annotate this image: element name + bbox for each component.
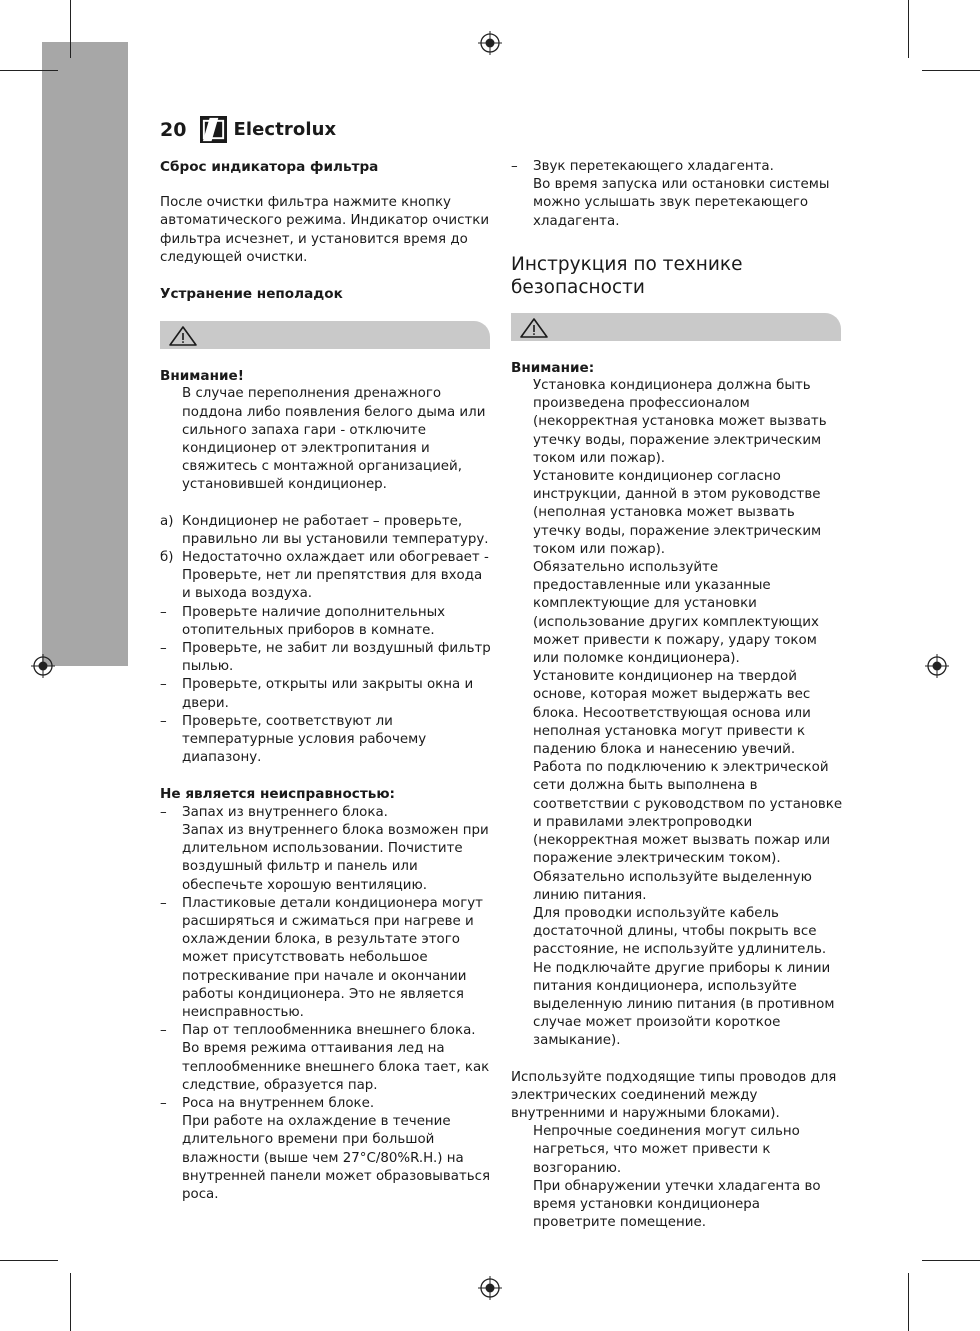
warning-banner [160,321,490,349]
list-item [160,713,493,768]
safety-section-title: Инструкция по технике безопасности [511,253,743,298]
attention-text: В случае переполнения дренажного поддона либо появления белого дыма или сильного запаха гари - отключите кондиционер от электропитания и свяжитесь с монтажной организацией, установившей кондиционер. [182,386,486,493]
list-item [160,895,493,1022]
safety-paragraph: Для проводки используйте кабель достаточной длины, чтобы покрыть все расстояние, не используйте удлинитель. [533,905,827,958]
list-marker: – [160,604,167,620]
list-item [160,676,493,712]
page-number: 20 [160,118,187,141]
list-item [511,158,846,231]
final-paragraph: При обнаружении утечки хладагента во время установки кондиционера проветрите помещение. [533,1178,821,1231]
wiring-text: Используйте подходящие типы проводов для электрических соединений между внутренними и наружными блоками). [511,1069,837,1121]
brand-logo [200,116,336,143]
troubleshooting-list [160,513,493,768]
crop-mark [908,1273,909,1331]
final-paragraphs [511,1123,846,1232]
list-text: Проверьте наличие дополнительных отопительных приборов в комнате. [182,604,446,638]
warning-triangle-icon [168,325,198,347]
final-paragraph: Непрочные соединения могут сильно нагреться, что может привести к возгоранию. [533,1124,800,1176]
crop-mark [0,1260,58,1261]
safety-paragraph: Не подключайте другие приборы к линии питания кондиционера, используйте выделенную линию питания (в противном случае может произойти короткое замыкание). [533,960,835,1049]
list-item-text: При работе на охлаждение в течение длительного времени при большой влажности (выше чем 27°C/80%R.H.) на внутренней панели может образовываться роса. [182,1114,491,1202]
list-item [160,1095,493,1204]
filter-reset-heading: Сброс индикатора фильтра [160,159,379,175]
list-item-title: Пластиковые детали кондиционера могут расширяться и сжиматься при нагреве и охлаждении блока, в результате этого может присутствовать небольшое потрескивание при начале и окончании работы кондиционера. Это не является неисправностью. [182,895,483,1020]
attention-label: Внимание: [511,359,595,376]
list-text: Недостаточно охлаждает или обогревает - Проверьте, нет ли препятствия для входа и выхода воздуха. [182,550,489,602]
list-item [160,604,493,640]
list-marker: б) [160,550,174,566]
list-marker: – [160,895,167,911]
list-marker: – [160,677,167,693]
registration-mark-icon [925,654,949,678]
list-text: Проверьте, соответствуют ли температурные условия рабочему диапазону. [182,713,427,766]
safety-paragraphs [511,377,846,1051]
crop-mark [922,1260,980,1261]
list-marker: – [160,804,167,820]
list-text: Кондиционер не работает – проверьте, правильно ли вы установили температуру. [182,513,489,547]
safety-paragraph: Обязательно используйте выделенную линию питания. [533,869,812,903]
list-item-text: Во время режима оттаивания лед на теплообменнике внешнего блока тает, как следствие, образуется пар. [182,1041,490,1093]
not-fault-heading: Не является неисправностью: [160,786,395,803]
list-text: Проверьте, не забит ли воздушный фильтр пылью. [182,641,491,675]
list-marker: – [511,159,518,174]
left-column [160,158,493,1204]
list-item [160,1022,493,1095]
brand-name: Electrolux [233,119,337,140]
warning-banner [511,313,841,341]
safety-paragraph: Установка кондиционера должна быть произведена профессионалом (некорректная установка может вызвать утечку воды, поражение электрическим током или пожар). [533,378,827,466]
list-item-title: Роса на внутреннем блоке. [182,1095,375,1111]
list-marker: а) [160,513,174,529]
list-text: Проверьте, открыты или закрыты окна и двери. [182,677,474,711]
list-item [160,804,493,895]
registration-mark-icon [31,654,55,678]
safety-paragraph: Работа по подключению к электрической сети должна быть выполнена в соответствии с руководством по установке и правилами электропроводки (некорректная может вызвать пожар или поражение электрическим током). [533,760,843,867]
attention-label: Внимание! [160,368,244,385]
page-header [160,116,336,143]
list-marker: – [160,1023,167,1039]
list-item-title: Звук перетекающего хладагента. [533,159,774,174]
list-item-title: Пар от теплообменника внешнего блока. [182,1023,476,1039]
safety-paragraph: Установите кондиционер на твердой основе, которая может выдержать вес блока. Несоответствующая основа или неполная установка могут привести к падению блока и нанесению увечий. [533,669,811,758]
side-gray-bar [42,42,128,666]
list-item-text: Запах из внутреннего блока возможен при длительном использовании. Почистите воздушный фильтр и панель или обеспечьте хорошую вентиляцию. [182,822,489,893]
safety-paragraph: Установите кондиционер согласно инструкции, данной в этом руководстве (неполная установка может вызвать утечку воды, поражение электрическим током или пожар). [533,469,822,557]
list-marker: – [160,641,167,657]
list-item-text: Во время запуска или остановки системы можно услышать звук перетекающего хладагента. [533,177,830,229]
crop-mark [922,70,980,71]
crop-mark [70,1273,71,1331]
crop-mark [0,70,58,71]
not-fault-list [160,804,493,1204]
filter-reset-text: После очистки фильтра нажмите кнопку автоматического режима. Индикатор очистки фильтра исчезнет, и установится время до следующей очистки. [160,195,490,265]
list-marker: – [160,713,167,729]
troubleshooting-heading: Устранение неполадок [160,286,343,303]
electrolux-logo-icon [200,116,227,143]
registration-mark-icon [478,31,502,55]
list-marker: – [160,1095,167,1111]
safety-paragraph: Обязательно используйте предоставленные или указанные комплектующие для установки (использование других комплектующих может привести к пожару, удару током или поломке кондиционера). [533,560,819,667]
list-item [160,513,493,549]
right-column [511,158,846,1232]
crop-mark [70,0,71,58]
crop-mark [908,0,909,58]
list-item [160,549,493,604]
list-item [160,640,493,676]
registration-mark-icon [478,1276,502,1300]
list-item-title: Запах из внутреннего блока. [182,804,388,820]
warning-triangle-icon [519,317,549,339]
